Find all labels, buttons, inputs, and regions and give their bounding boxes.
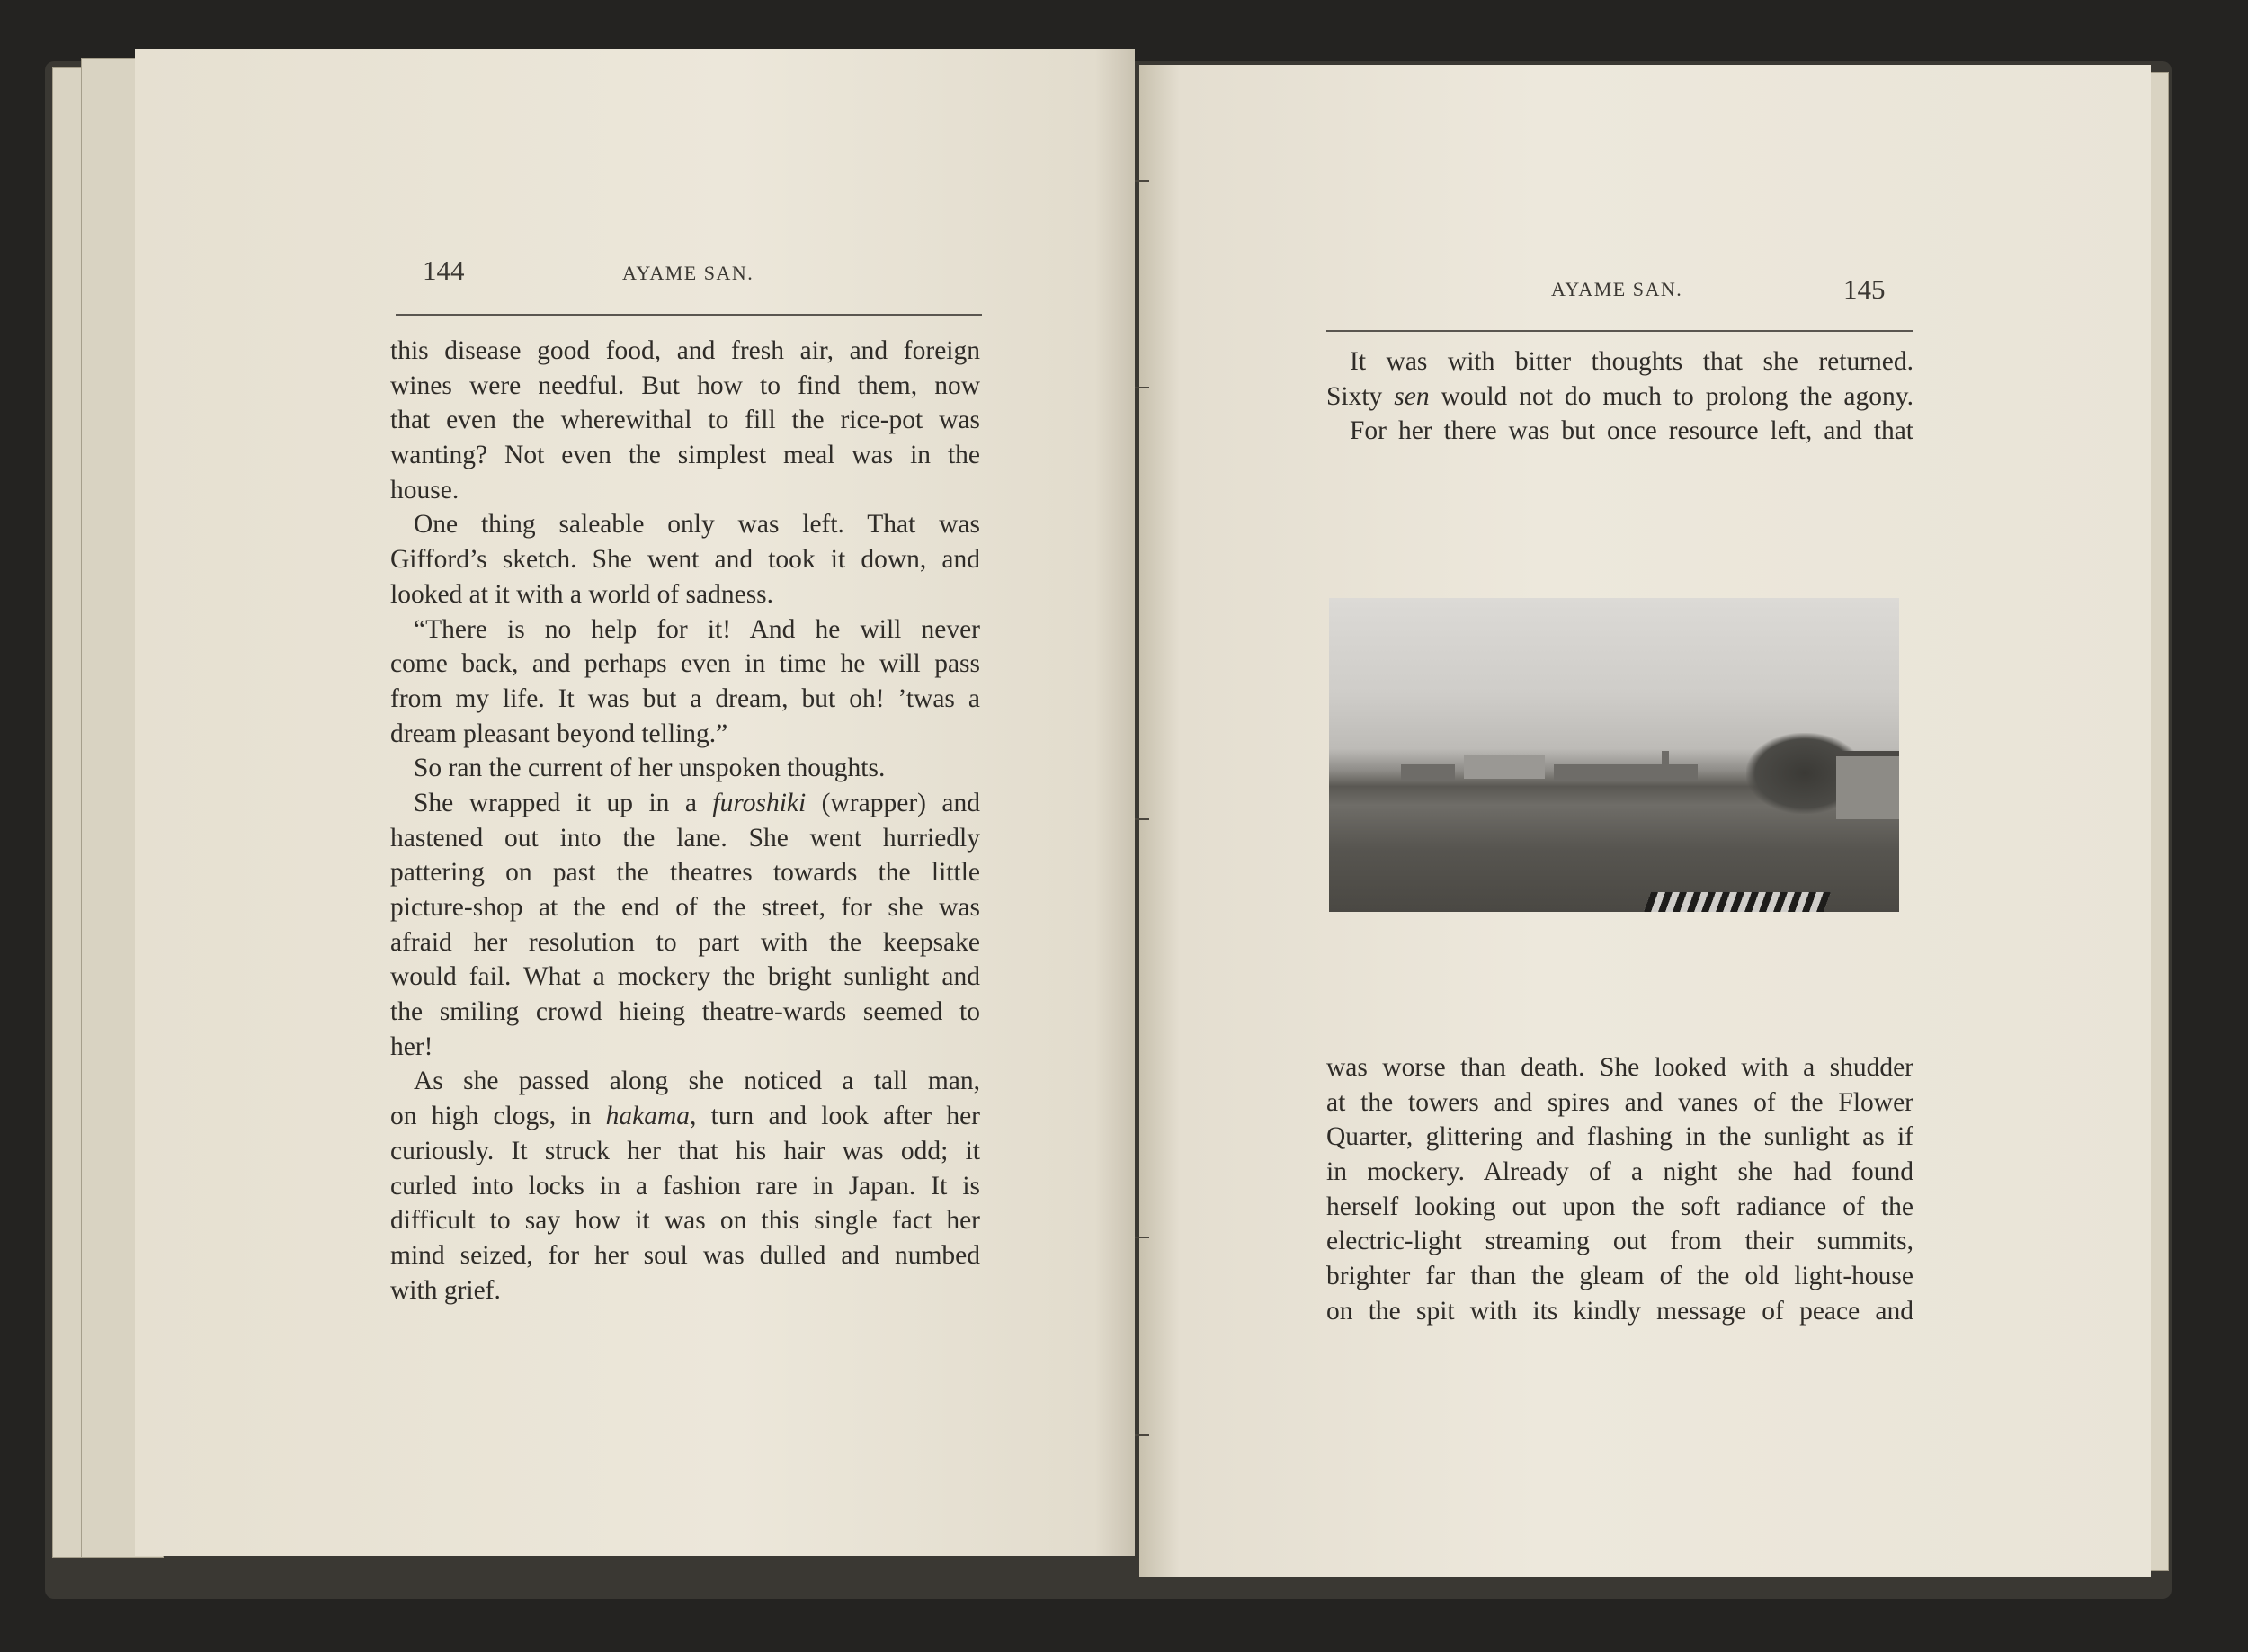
text-segment: It was with bitter thoughts that she returned. [1350,347,1913,376]
italic-term: hakama [605,1102,691,1131]
text-segment: hastened out into the lane. She went hurriedly [390,823,980,853]
text-line [390,890,980,925]
text-line [390,577,980,612]
text-line [1326,1120,1913,1155]
text-line [390,960,980,995]
text-segment: , turn and look after her [690,1102,980,1131]
text-segment: in mockery. Already of a night she had found [1326,1157,1913,1187]
header-rule [1326,330,1913,332]
text-line [390,1030,980,1065]
text-segment: dream pleasant beyond telling.” [390,719,728,748]
text-line [390,855,980,890]
text-segment: Quarter, glittering and flashing in the sunlight as if [1326,1122,1913,1152]
text-line [1326,1155,1913,1190]
harbor-photograph [1329,598,1899,912]
text-segment: this disease good food, and fresh air, and foreign [390,336,980,365]
text-segment: from my life. It was but a dream, but oh! ’twas a [390,683,980,713]
text-segment: As she passed along she noticed a tall man, [414,1067,980,1096]
text-line [390,1134,980,1169]
text-segment: mind seized, for her soul was dulled and numbed [390,1240,980,1270]
text-segment: herself looking out upon the soft radiance of the [1326,1192,1913,1221]
text-segment: wanting? Not even the simplest meal was in the [390,441,980,470]
text-line [390,1169,980,1204]
header-rule [396,314,982,316]
text-line [390,647,980,682]
text-line [390,1099,980,1134]
text-segment: the smiling crowd hieing theatre-wards seemed to [390,997,980,1027]
text-line [1326,1259,1913,1294]
text-line [390,334,980,369]
text-segment: come back, and perhaps even in time he will pass [390,649,980,679]
text-segment: with grief. [390,1275,501,1305]
text-segment: afraid her resolution to part with the keepsake [390,927,980,957]
binding-thread [1135,1237,1149,1238]
text-segment: wines were needful. But how to find them, now [390,371,980,400]
text-line [390,369,980,404]
text-segment: pattering on past the theatres towards the little [390,858,980,888]
right-text-column-bottom [1326,1050,1913,1329]
text-segment: She wrapped it up in a [414,788,713,817]
text-line [1326,414,1913,449]
text-segment: (wrapper) and [806,788,981,817]
text-line [390,438,980,473]
text-segment: curled into locks in a fashion rare in Japan. It is [390,1171,980,1201]
running-head: AYAME SAN. [622,262,754,284]
text-line [390,507,980,542]
text-segment: curiously. It struck her that his hair was odd; it [390,1136,980,1165]
text-line [1326,380,1913,415]
running-head: AYAME SAN. [1551,278,1683,300]
text-line [390,751,980,786]
text-segment: difficult to say how it was on this single fact her [390,1206,980,1236]
italic-term: furoshiki [712,788,807,817]
text-segment: house. [390,475,459,505]
text-line [390,1238,980,1273]
text-line [390,473,980,508]
text-segment: would fail. What a mockery the bright sunlight and [390,962,980,992]
text-line [390,1203,980,1238]
text-segment: brighter far than the gleam of the old light-house [1326,1262,1913,1291]
text-segment: on high clogs, in [390,1102,606,1131]
text-segment: at the towers and spires and vanes of the Flower [1326,1087,1913,1117]
text-line [390,925,980,960]
text-line [390,995,980,1030]
text-line [390,717,980,752]
text-segment: picture-shop at the end of the street, for she was [390,893,980,922]
text-segment: One thing saleable only was left. That was [414,510,980,540]
text-segment: her! [390,1031,433,1061]
text-line [1326,344,1913,380]
binding-thread [1135,1434,1149,1436]
text-line [1326,1294,1913,1329]
text-segment: would not do much to prolong the agony. [1429,381,1913,411]
binding-thread [1135,387,1149,388]
text-line [390,682,980,717]
text-line [1326,1190,1913,1225]
text-line [390,1064,980,1099]
text-segment: For her there was but once resource left, and that [1350,416,1913,446]
text-segment: was worse than death. She looked with a shudder [1326,1053,1913,1082]
text-segment: looked at it with a world of sadness. [390,579,774,609]
text-segment: that even the wherewithal to fill the rice-pot was [390,406,980,435]
text-line [390,1273,980,1308]
text-segment: So ran the current of her unspoken thoughts. [414,754,886,783]
page-number: 144 [423,254,465,286]
right-text-column-top [1326,344,1913,449]
binding-thread [1135,180,1149,182]
left-text-column [390,334,980,1308]
text-segment: “There is no help for it! And he will never [414,614,980,644]
text-segment: on the spit with its kindly message of peace and [1326,1296,1913,1326]
page-number: 145 [1843,273,1886,305]
text-line [1326,1224,1913,1259]
text-line [390,786,980,821]
text-line [390,542,980,577]
text-segment: Gifford’s sketch. She went and took it down, and [390,545,980,575]
binding-thread [1135,818,1149,820]
text-line [390,612,980,647]
text-line [390,403,980,438]
text-line [390,821,980,856]
text-segment: electric-light streaming out from their summits, [1326,1227,1913,1256]
text-segment: Sixty [1326,381,1395,411]
text-line [1326,1050,1913,1085]
text-line [1326,1085,1913,1121]
italic-term: sen [1394,381,1430,411]
